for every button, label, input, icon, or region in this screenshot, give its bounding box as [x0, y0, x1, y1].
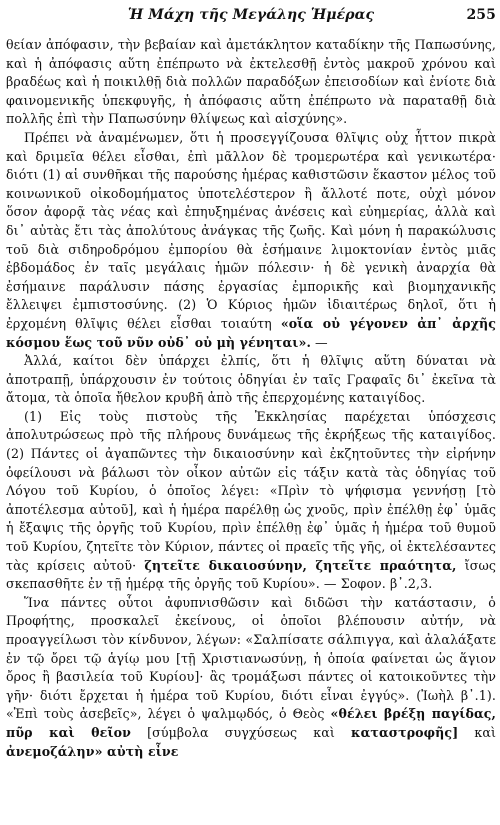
paragraph	[6, 129, 496, 352]
emphasized-quote: ζητεῖτε δικαιοσύνην, ζητεῖτε πραότητα,	[144, 557, 457, 573]
text-run: θείαν ἀπόφασιν, τὴν βεβαίαν καὶ ἀμετάκλητον καταδίκην τῆς Παπωσύνης, καὶ ἡ ἀπόφασις αὕτη ἐπέπρωτο νὰ ἐκτελεσθῇ ἐντὸς μακροῦ χρόνου καὶ βραδέως καὶ ἡ ποικιλθῇ διὰ πολλῶν παραδόξων ἐπεισοδίων καὶ ἐνίοτε διὰ φαινομενικῆς ὑπεκφυγῆς, ἡ ἀπόφασις αὕτη ἐπέπρωτο νὰ παραταθῇ διὰ πολλῆς ἐπὶ τὴν Παπωσύνην θλίψεως καὶ αἰσχύνης».	[6, 37, 496, 127]
emphasized-quote: «θέλει βρέξῃ παγίδας, πῦρ καὶ θεῖον	[6, 706, 496, 740]
paragraph	[6, 352, 496, 408]
page-number: 255	[466, 7, 496, 23]
emphasized-quote: ἀνεμοζάλην» αὐτὴ εἶνε	[6, 743, 179, 759]
text-run: (1) Εἰς τοὺς πιστοὺς τῆς Ἐκκλησίας παρέχεται ὑπόσχεσις ἀπολυτρώσεως πρὸ τῆς πλήρους δυνάμεως τῆς ἐκρήξεως τῆς καταιγίδος. (2) Πάντες οἱ ἀγαπῶντες τὴν δικαιοσύνην καὶ ἐκζητοῦντες τὴν εἰρήνην ὀφείλουσι νὰ βάλωσι τὸν οἶκον αὐτῶν εἰς τάξιν κατὰ τὰς ὁδηγίας τοῦ Λόγου τοῦ Κυρίου, ὁ ὁποῖος λέγει: «Πρὶν τὸ ψήφισμα γεννήσῃ [τὸ ἀποτέλεσμα αὐτοῦ], καὶ ἡ ἡμέρα παρέλθῃ ὡς χνοῦς, πρὶν ἐπέλθῃ ἐφ᾽ ὑμᾶς ἡ ἔξαψις τῆς ὀργῆς τοῦ Κυρίου, πρὶν ἐπέλθῃ ἐφ᾽ ὑμᾶς ἡ ἡμέρα τοῦ θυμοῦ τοῦ Κυρίου, ζητεῖτε τὸν Κύριον, πάντες οἱ πραεῖς τῆς γῆς, οἱ ἐκτελέσαντες τὰς κρίσεις αὐτοῦ·	[6, 408, 496, 573]
text-run: Ἀλλά, καίτοι δὲν ὑπάρχει ἐλπίς, ὅτι ἡ θλῖψις αὕτη δύναται νὰ ἀποτραπῇ, ὑπάρχουσιν ἐν τούτοις ὁδηγίαι ἐν ταῖς Γραφαῖς δι᾽ ἐκεῖνα τὰ ἄτομα, τὰ ὁποῖα ἤθελον κρυβῆ ἀπὸ τῆς ἐπερχομένης καταιγίδος.	[6, 353, 496, 406]
running-header	[6, 6, 496, 28]
text-run: ἴσως σκεπασθῆτε ἐν τῇ ἡμέρᾳ τῆς ὀργῆς τοῦ Κυρίου». — Σοφον. β᾽.2,3.	[6, 557, 496, 592]
text-run: —	[310, 334, 328, 350]
text-run: καὶ	[458, 724, 497, 740]
book-page	[6, 6, 496, 821]
emphasized-quote: καταστροφῆς]	[351, 724, 459, 740]
chapter-title: Ἡ Μάχη τῆς Μεγάλης Ἡμέρας	[127, 7, 375, 23]
text-run: Ἵνα πάντες οὗτοι ἀφυπνισθῶσιν καὶ διδῶσι τὴν κατάστασιν, ὁ Προφήτης, προσκαλεῖ ἐκείνους, οἱ ὁποῖοι βλέπουσιν αὐτήν, νὰ προαγγείλωσι τὸν κίνδυνον, λέγων: «Σαλπίσατε σάλπιγγα, καὶ ἀλαλάξατε ἐν τῷ ὄρει τῷ ἁγίῳ μου [τῇ Χριστιανωσύνῃ, ἡ ὁποία φαίνεται ὡς ἅγιον ὄρος ἢ βασιλεία τοῦ Κυρίου]· ἂς τρομάξωσι πάντες οἱ κατοικοῦντες τὴν γῆν· διότι ἔρχεται ἡ ἡμέρα τοῦ Κυρίου, διότι εἶναι ἐγγύς». (Ἰωὴλ β᾽.1). «Ἐπὶ τοὺς ἀσεβεῖς», λέγει ὁ ψαλμῳδός, ὁ Θεὸς	[6, 594, 496, 722]
paragraph	[6, 594, 496, 761]
page-body	[6, 36, 496, 761]
paragraph	[6, 408, 496, 594]
text-run: Πρέπει νὰ ἀναμένωμεν, ὅτι ἡ προσεγγίζουσα θλῖψις οὐχ ἧττον πικρὰ καὶ δριμεῖα θέλει εἶσθαι, ἐπὶ μᾶλλον δὲ τρομερωτέρα καὶ γενικωτέρα· διότι (1) αἱ συνθῆκαι τῆς παρούσης ἡμέρας καθιστῶσιν ἕκαστον μέλος τοῦ κοινωνικοῦ οἰκοδομήματος ὑποτελέστερον ἢ ἄλλοτέ ποτε, οὐχὶ μόνον ὅσον ἀφορᾷ τὰς νέας καὶ ἐπηυξημένας ἀνέσεις καὶ εὐημερίας, ἀλλὰ καὶ δι᾽ αὐτὰς ἔτι τὰς ἀπολύτους ἀνάγκας τῆς ζωῆς. Καὶ μόνη ἡ παρακώλυσις τοῦ διὰ σιδηροδρόμου ἐμπορίου θὰ ἐσήμαινε λιμοκτονίαν ἐντὸς μιᾶς ἑβδομάδος ἐν ταῖς μεγάλαις ἡμῶν πόλεσιν· ἡ δὲ γενικὴ ἀναρχία θὰ ἐσήμαινε παράλυσιν πάσης ἐργασίας ἐμπορικῆς καὶ βιομηχανικῆς ἔλλειψει ἐμπιστοσύνης. (2) Ὁ Κύριος ἡμῶν ἰδιαιτέρως δηλοῖ, ὅτι ἡ ἐρχομένη θλῖψις θέλει εἶσθαι τοιαύτη	[6, 129, 496, 331]
emphasized-quote: «οἵα οὐ γέγονεν ἀπ᾽ ἀρχῆς κόσμου ἕως τοῦ νῦν οὐδ᾽ οὐ μὴ γένηται».	[6, 315, 496, 350]
paragraph	[6, 36, 496, 129]
text-run: [σύμβολα συγχύσεως καὶ	[130, 724, 352, 740]
